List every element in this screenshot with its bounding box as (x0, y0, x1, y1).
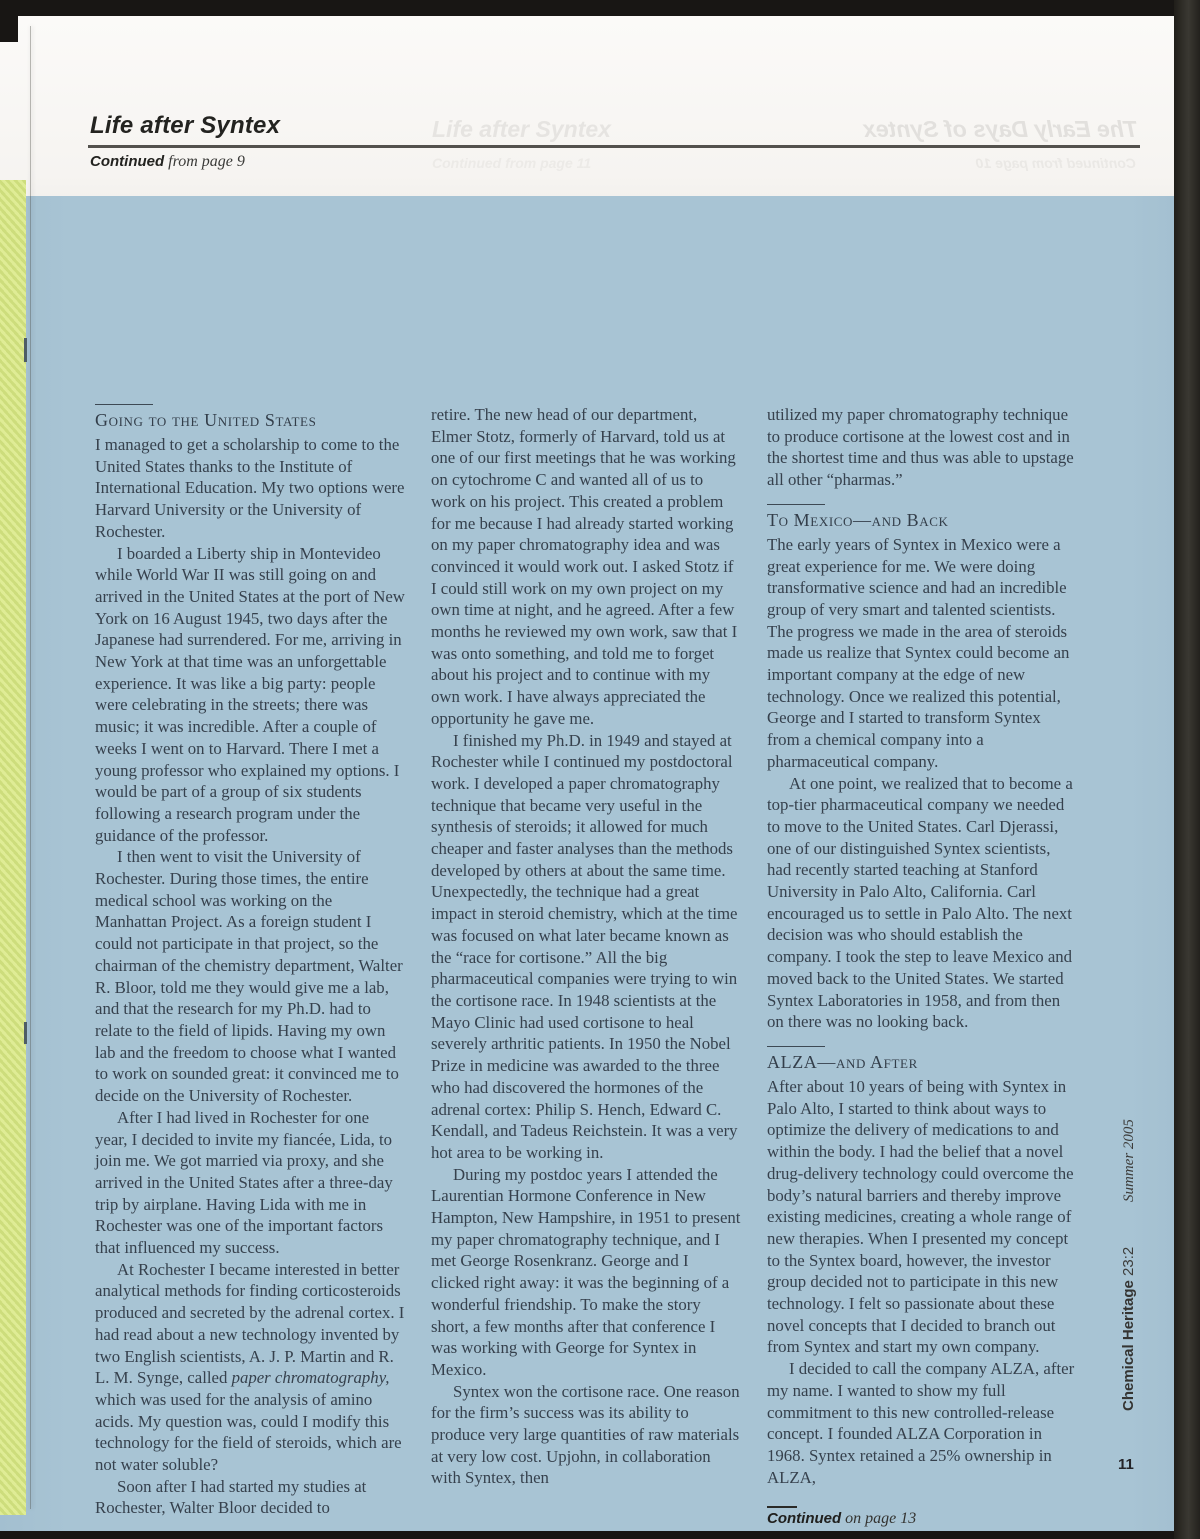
body-paragraph: At one point, we realized that to become a top-tier pharmaceutical company we needed to move to the United States. Carl Djerassi, one of our distinguished Syntex scientists, had recently started teaching at Stanford University in Palo Alto, California. Carl encouraged us to settle in Palo Alto. The next decision was who should establish the company. I took the step to leave Mexico and moved back to the United States. We started Syntex Laboratories in 1958, and from then on there was no looking back. (767, 773, 1073, 1032)
section-heading (95, 404, 405, 431)
adjacent-page-edge (0, 180, 26, 1515)
body-paragraph: retire. The new head of our department, Elmer Stotz, formerly of Harvard, told us at one of our first meetings that he was working on cytochrome C and wanted all of us to work on his project. This created a problem for me because I had already started working on my paper chromatography idea and was convinced it would work out. I asked Stotz if I could still work on my own project on my own time at night, and he agreed. After a few months he reviewed my own work, saw that I was onto something, and told me to forget about his project and to continue with my own work. I have always appreciated the opportunity he gave me. (431, 405, 738, 728)
article-columns (95, 404, 1077, 1528)
body-paragraph: During my postdoc years I attended the Laurentian Hormone Conference in New Hampton, New Hampshire, in 1951 to present my paper chromatography technique, and I met George Rosenkranz. George and I clicked right away: it was the beginning of a wonderful friendship. To make the story short, a few months after that conference I was working with George for Syntex in Mexico. (431, 1164, 741, 1379)
ghost-title-right: The Early Days of Syntex (863, 116, 1138, 142)
scan-corner (0, 0, 18, 42)
page-number: 11 (1118, 1456, 1134, 1473)
binding-mark (24, 1022, 27, 1044)
section-rule (767, 1046, 825, 1047)
header-rule (88, 145, 1140, 148)
continued-on-line: Continued on page 13 (767, 1510, 917, 1528)
column-3 (767, 404, 1077, 1528)
continued-from-line (90, 153, 245, 171)
body-paragraph: I managed to get a scholarship to come to the United States thanks to the Institute of International Education. My two options were Harvard University or the University of Rochester. (95, 435, 405, 541)
body-paragraph: I then went to visit the University of Rochester. During those times, the entire medical school was working on the Manhattan Project. As a foreign student I could not participate in that project, so the chairman of the chemistry department, Walter R. Bloor, told me they would give me a lab, and that the research for my Ph.D. had to relate to the field of lipids. Having my own lab and the freedom to choose what I wanted to work on sounded great: it convinced me to decide on the University of Rochester. (95, 847, 403, 1106)
journal-vertical-label (1120, 1247, 1137, 1411)
magazine-page (0, 16, 1174, 1528)
continued-footer (767, 1506, 1077, 1528)
body-paragraph: I finished my Ph.D. in 1949 and stayed at Rochester while I continued my postdoctoral work. I developed a paper chromatography technique that became very useful in the synthesis of steroids; it allowed for much cheaper and faster analyses than the methods developed by others at about the same time. Unexpectedly, the technique had a great impact in steroid chemistry, which at the time was focused on what later became known as the “race for cortisone.” All the big pharmaceutical companies were trying to win the cortisone race. In 1948 scientists at the Mayo Clinic had used cortisone to heal severely arthritic patients. In 1950 the Nobel Prize in medicine was awarded to the three who had discovered the hormones of the adrenal cortex: Philip S. Hench, Edward C. Kendall, and Tadeus Reichstein. It was a very hot area to be working in. (431, 730, 738, 1162)
body-paragraph: Syntex won the cortisone race. One reason for the firm’s success was its ability to produce very large quantities of raw materials at very low cost. Upjohn, in collaboration with Syntex, then (431, 1381, 740, 1488)
body-paragraph: After about 10 years of being with Syntex in Palo Alto, I started to think about ways to optimize the delivery of medications to and within the body. I had the belief that a novel drug-delivery technology could overcome the body’s natural barriers and thereby improve existing medicines, creating a whole range of new therapies. When I presented my concept to the Syntex board, however, the investor group decided not to participate in this new technology. I felt so passionate about these novel concepts that I decided to branch out from Syntex and start my own company. (767, 1076, 1074, 1357)
ghost-subtitle-left: Continued from page 11 (432, 155, 592, 171)
section-rule (95, 404, 153, 405)
section-heading (767, 504, 1077, 531)
column-2 (431, 404, 741, 1528)
page-title: Life after Syntex (90, 112, 281, 139)
ghost-subtitle-right: Continued from page 10 (975, 155, 1136, 171)
article-panel (0, 196, 1174, 1531)
journal-issue: 23:2 (1120, 1246, 1137, 1281)
continued-from-label: Continued (90, 153, 165, 170)
body-paragraph: I decided to call the company ALZA, after my name. I wanted to show my full commitment to this new controlled-release concept. I founded ALZA Corporation in 1968. Syntex retained a 25% ownership in ALZA, (767, 1359, 1075, 1487)
gutter-fold-line (30, 26, 31, 1509)
body-paragraph: The early years of Syntex in Mexico were a great experience for me. We were doing transformative science and had an incredible group of very smart and talented scientists. The progress we made in the area of steroids made us realize that Syntex could become an important company at the edge of new technology. Once we realized this potential, George and I started to transform Syntex from a chemical company into a pharmaceutical company. (767, 534, 1070, 771)
section-heading (767, 1046, 1077, 1073)
section-rule (767, 504, 825, 505)
body-paragraph: After I had lived in Rochester for one year, I decided to invite my fiancée, Lida, to join me. We got married via proxy, and she arrived in the United States after a three-day trip by airplane. Having Lida with me in Rochester was one of the important factors that influenced my success. (95, 1107, 393, 1258)
section-title: Going to the United States (95, 410, 317, 430)
body-paragraph: Soon after I had started my studies at Rochester, Walter Bloor decided to (95, 1476, 367, 1518)
section-title: To Mexico—and Back (767, 509, 949, 530)
continued-rule (767, 1506, 797, 1508)
season-vertical-label: Summer 2005 (1121, 1119, 1137, 1202)
body-paragraph: utilized my paper chromatography technique to produce cortisone at the lowest cost and in the shortest time and thus was able to upstage all other “pharmas.” (767, 405, 1074, 490)
section-title: ALZA—and After (767, 1051, 918, 1072)
body-paragraph: At Rochester I became interested in better analytical methods for finding corticosteroids produced and secreted by the adrenal cortex. I had read about a new technology invented by two English scientists, A. J. P. Martin and R. L. M. Synge, called paper chromatography, which was used for the analysis of amino acids. My question was, could I modify this technology for the field of steroids, which are not water soluble? (95, 1259, 405, 1475)
continued-from-page: from page 9 (164, 153, 245, 170)
binding-mark (24, 338, 27, 362)
ghost-title-left: Life after Syntex (432, 116, 611, 142)
body-paragraph: I boarded a Liberty ship in Montevideo while World War II was still going on and arrived in the United States at the port of New York on 16 August 1945, two days after the Japanese had surrendered. For me, arriving in New York at that time was an unforgettable experience. It was like a big party: people were celebrating in the streets; there was music; it was incredible. After a couple of weeks I went on to Harvard. There I met a young professor who explained my options. I would be part of a group of six students following a research program under the guidance of the professor. (95, 543, 405, 845)
journal-name: Chemical Heritage (1120, 1280, 1137, 1411)
column-1 (95, 404, 405, 1528)
right-scan-band (1174, 0, 1200, 1539)
